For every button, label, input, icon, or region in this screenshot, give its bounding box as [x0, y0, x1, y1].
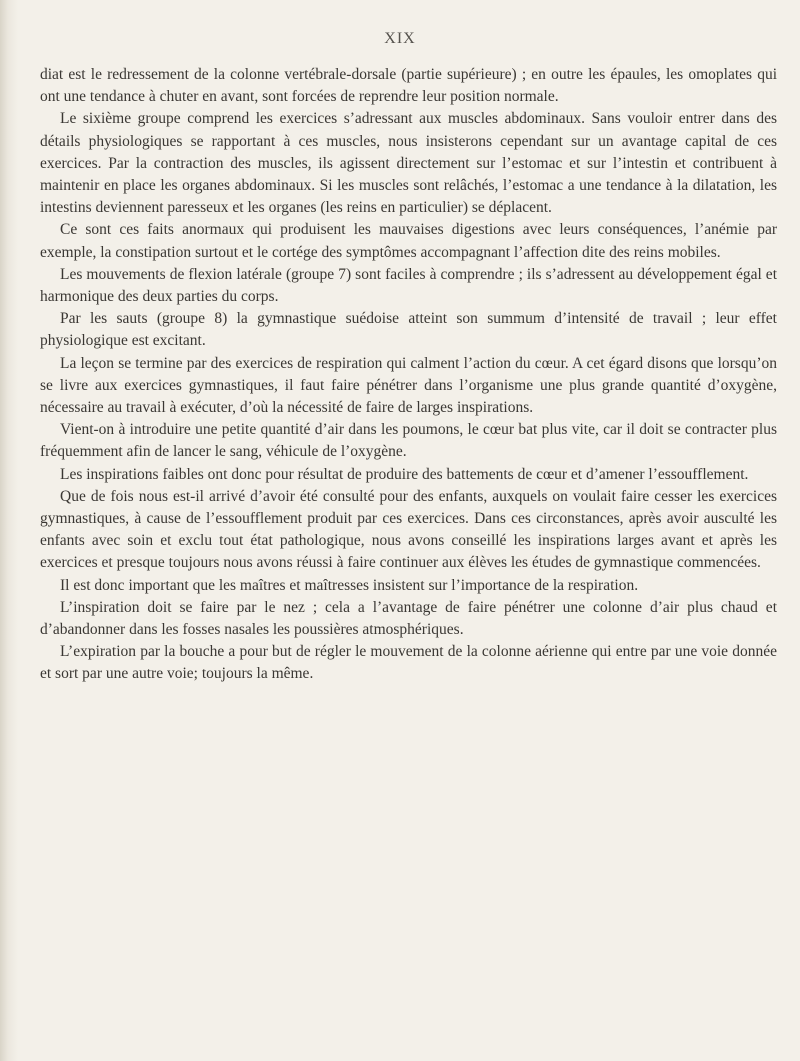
paragraph: L’expiration par la bouche a pour but de régler le mouvement de la colonne aérienne qui entre par une voie donnée et sort par une autre voie; toujours la même. — [40, 643, 777, 683]
page-binding-shadow — [0, 0, 18, 1061]
paragraph: L’inspiration doit se faire par le nez ; cela a l’avantage de faire pénétrer une colonne d’air plus chaud et d’abandonner dans les fosses nasales les poussières atmosphériques. — [40, 598, 777, 639]
paragraph: Par les sauts (groupe 8) la gymnastique suédoise atteint son summum d’intensité de travail ; leur effet physiologique est excitant. — [40, 310, 777, 350]
page-number: XIX — [384, 30, 416, 47]
paragraph: diat est le redressement de la colonne vertébrale-dorsale (partie supérieure) ; en outre les épaules, les omoplates qui ont une tendance à chuter en avant, sont forcées de reprendre leur position normale. — [40, 66, 777, 106]
paragraph: Le sixième groupe comprend les exercices s’adressant aux muscles abdominaux. Sans vouloir entrer dans des détails physiologiques se rapportant à ces muscles, nous insisterons cependant sur un avantage capital de ces exercices. Par la contraction des muscles, ils agissent directement sur l’estomac et sur l’intestin et contribuent à maintenir en place les organes abdominaux. Si les muscles sont relâchés, l’estomac a une tendance à la dilatation, les intestins deviennent paresseux et les organes (les reins en particulier) se déplacent. — [40, 110, 777, 217]
body-text — [40, 64, 777, 686]
paragraph: La leçon se termine par des exercices de respiration qui calment l’action du cœur. A cet égard disons que lorsqu’on se livre aux exercices gymnastiques, il faut faire pénétrer dans l’organisme une plus grande quantité d’oxygène, nécessaire au travail à exécuter, d’où la nécessité de faire de larges inspirations. — [40, 354, 777, 417]
paragraph: Ce sont ces faits anormaux qui produisent les mauvaises digestions avec leurs conséquences, l’anémie par exemple, la constipation surtout et le cortége des symptômes accompagnant l’affection dite des reins mobiles. — [40, 221, 777, 261]
paragraph: Les mouvements de flexion latérale (groupe 7) sont faciles à comprendre ; ils s’adressent au développement égal et harmonique des deux parties du corps. — [40, 265, 777, 306]
paragraph: Vient-on à introduire une petite quantité d’air dans les poumons, le cœur bat plus vite, car il doit se contracter plus fréquemment afin de lancer le sang, véhicule de l’oxygène. — [40, 421, 777, 461]
paragraph: Que de fois nous est-il arrivé d’avoir été consulté pour des enfants, auxquels on voulait faire cesser les exercices gymnastiques, à cause de l’essoufflement produit par ces exercices. Dans ces circonstances, après avoir ausculté les enfants avec soin et exclu tout état pathologique, nous avons conseillé les inspirations larges avant et après les exercices et presque toujours nous avons réussi à faire continuer aux élèves les études de gymnastique commencées. — [40, 487, 777, 572]
paragraph: Les inspirations faibles ont donc pour résultat de produire des battements de cœur et d’amener l’essoufflement. — [60, 465, 749, 483]
paragraph: Il est donc important que les maîtres et maîtresses insistent sur l’importance de la respiration. — [60, 576, 639, 594]
